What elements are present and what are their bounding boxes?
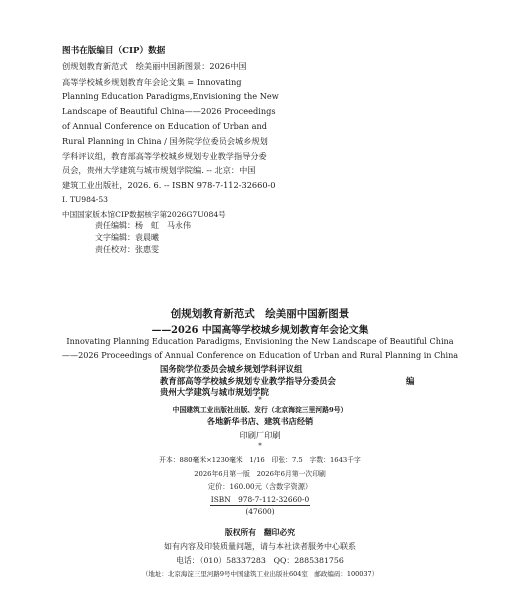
author-line: 国务院学位委员会城乡规划学科评议组 (160, 364, 303, 374)
cip-line: 建筑工业出版社，2026. 6. -- ISBN 978-7-112-32660-0 (62, 180, 276, 191)
cip-line: of Annual Conference on Education of Urban and (62, 120, 268, 131)
author-action: 编 (406, 375, 415, 386)
cip-line: Landscape of Beautiful China——2026 Proceedings (62, 106, 276, 117)
format-specs: 开本：880毫米×1230毫米 1/16 印张：7.5 字数：1643千字 (159, 456, 361, 464)
book-title-cn: 创规划教育新范式 绘美丽中国新图景 (170, 308, 350, 320)
separator-star: * (258, 442, 262, 450)
printer-line: 印刷厂印刷 (239, 430, 281, 440)
cip-line: 学科评议组，教育部高等学校城乡规划专业教学指导分委 (62, 150, 267, 161)
cip-line: 员会，贵州大学建筑与城市规划学院编. -- 北京：中国 (62, 165, 256, 176)
book-code: (47600) (245, 507, 275, 516)
separator-star: * (258, 396, 262, 404)
service-notice: 如有内容及印装质量问题，请与本社读者服务中心联系 (164, 542, 356, 551)
authors-block (160, 364, 415, 399)
editor-credits (95, 220, 191, 256)
cip-class-number: Ⅰ. TU984-53 (62, 194, 109, 204)
author-line: 贵州大学建筑与城市规划学院 (160, 387, 269, 397)
address-line: （地址：北京海淀三里河路9号中国建筑工业出版社604室 邮政编码：100037） (141, 570, 379, 578)
isbn-line: ISBN 978-7-112-32660-0 (210, 495, 310, 504)
cip-heading: 图书在版编目（CIP）数据 (62, 46, 166, 56)
edition-line: 2026年6月第一版 2026年6月第一次印刷 (194, 470, 326, 478)
cip-line: Rural Planning in China / 国务院学位委员会城乡规划 (62, 135, 268, 146)
cip-line: 创规划教育新范式 绘美丽中国新图景：2026中国 (62, 61, 247, 72)
author-line: 教育部高等学校城乡规划专业教学指导分委员会 (160, 375, 336, 386)
text-editor: 文字编辑：袁晨曦 (95, 233, 159, 242)
cip-block (62, 44, 279, 223)
cip-line: Planning Education Paradigms,Envisioning the New (62, 91, 279, 102)
distributor-line: 各地新华书店、建筑书店经销 (206, 416, 314, 426)
responsible-editor: 责任编辑：杨 虹 马永伟 (95, 221, 191, 230)
contact-line: 电话：（010）58337283 QQ：2885381756 (176, 556, 344, 565)
cip-line: 高等学校城乡规划教育年会论文集 = Innovating (62, 76, 242, 87)
publisher-line: 中国建筑工业出版社出版、发行（北京海淀三里河路9号） (172, 406, 348, 414)
book-title-en: Innovating Planning Education Paradigms, Envisioning the New Landscape of Beautiful China (66, 336, 454, 346)
cip-record-number: 中国国家版本馆CIP数据核字第2026G7U084号 (62, 209, 226, 219)
isbn-underline (210, 505, 310, 506)
book-subtitle-cn: ——2026 中国高等学校城乡规划教育年会论文集 (151, 325, 369, 336)
book-subtitle-en: ——2026 Proceedings of Annual Conference on Education of Urban and Rural Planning in China (61, 350, 459, 360)
price-line: 定价：160.00元（含数字资源） (207, 482, 313, 491)
proofreader: 责任校对：张惠雯 (95, 245, 159, 254)
copyright-notice: 版权所有 翻印必究 (224, 528, 296, 537)
